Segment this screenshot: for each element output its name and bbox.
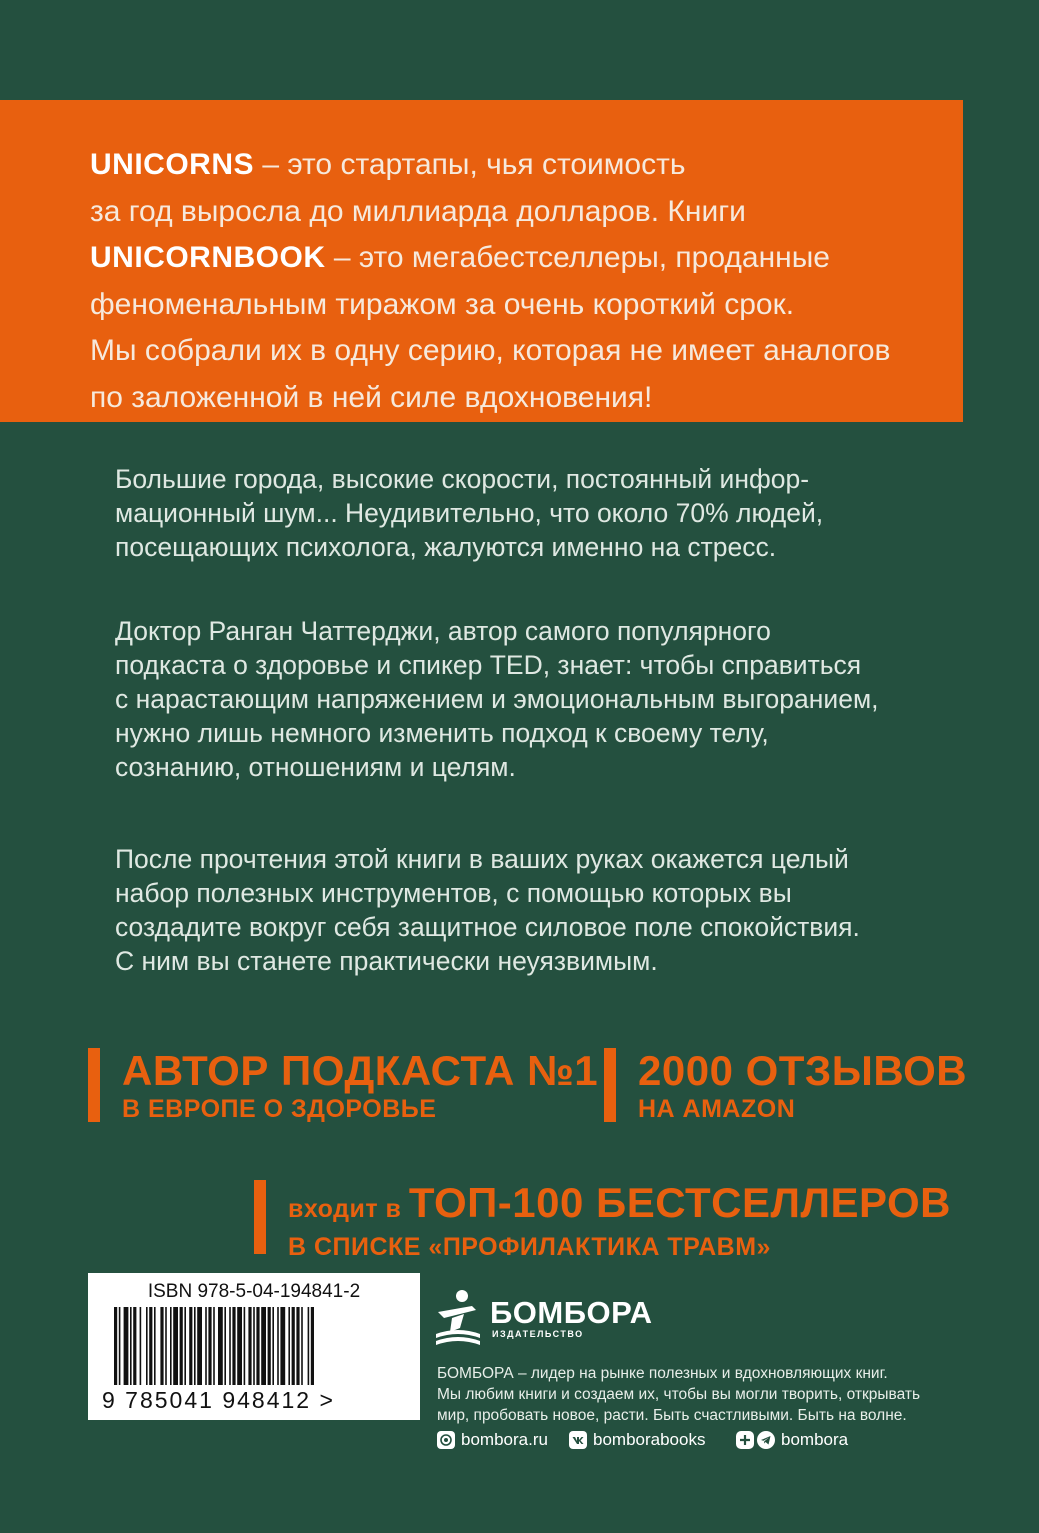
podcast-badge bbox=[88, 1048, 598, 1124]
plus-icon bbox=[736, 1431, 754, 1449]
telegram-link[interactable]: bombora bbox=[736, 1430, 848, 1450]
badge-bar bbox=[254, 1180, 266, 1254]
reviews-badge bbox=[604, 1048, 967, 1124]
publisher-logo bbox=[432, 1288, 652, 1348]
badge-bar bbox=[88, 1048, 100, 1122]
badge-prefix: входит в bbox=[288, 1195, 409, 1223]
paragraph-stress: Большие города, высокие скорости, постоянный инфор- мационный шум... Неудивительно, что около 70% людей, посещающих психолога, жалуются именно на стресс. bbox=[115, 464, 824, 562]
intro-line-2: за год выросла до миллиарда долларов. Книги bbox=[90, 194, 746, 228]
intro-line-3: – это мегабестселлеры, проданные bbox=[325, 241, 830, 274]
intro-line-4: феноменальным тиражом за очень короткий срок. bbox=[90, 287, 795, 321]
vk-icon bbox=[569, 1431, 587, 1449]
badge-title: АВТОР ПОДКАСТА №1 bbox=[122, 1047, 599, 1094]
paragraph-author: Доктор Ранган Чаттерджи, автор самого популярного подкаста о здоровье и спикер TED, знает: чтобы справиться с нарастающим напряжением и эмоциональным выгоранием, нужно лишь немного изменить подход к своему телу, сознанию, отношениям и целям. bbox=[115, 616, 879, 782]
badge-subtitle: В СПИСКЕ «ПРОФИЛАКТИКА ТРАВМ» bbox=[288, 1233, 771, 1261]
series-description bbox=[90, 142, 950, 421]
telegram-icon bbox=[757, 1431, 775, 1449]
isbn-label: ISBN 978-5-04-194841-2 bbox=[147, 1281, 361, 1302]
isbn-digits: 9 785041 948412 > bbox=[102, 1387, 335, 1413]
intro-line-5: Мы собрали их в одну серию, которая не имеет аналогов bbox=[90, 334, 891, 367]
badge-title: 2000 ОТЗЫВОВ bbox=[638, 1047, 968, 1094]
intro-line-6: по заложенной в ней силе вдохновения! bbox=[90, 380, 653, 414]
badge-bar bbox=[604, 1048, 616, 1122]
bestseller-badge bbox=[254, 1180, 951, 1262]
badge-subtitle: В ЕВРОПЕ О ЗДОРОВЬЕ bbox=[122, 1095, 437, 1123]
badge-subtitle: НА AMAZON bbox=[638, 1095, 796, 1123]
barcode-icon bbox=[100, 1307, 400, 1385]
publisher-name: БОМБОРА bbox=[490, 1295, 653, 1330]
bombora-logo-icon bbox=[432, 1288, 484, 1348]
intro-line-1: – это стартапы, чья стоимость bbox=[254, 148, 686, 181]
paragraph-benefits: После прочтения этой книги в ваших руках окажется целый набор полезных инструментов, с помощью которых вы создадите вокруг себя защитное силовое поле спокойствия. С ним вы станете практически неуязвимым. bbox=[115, 844, 860, 976]
badge-title: ТОП-100 БЕСТСЕЛЛЕРОВ bbox=[408, 1179, 951, 1226]
isbn-barcode-panel bbox=[88, 1273, 420, 1420]
publisher-description: БОМБОРА – лидер на рынке полезных и вдохновляющих книг. Мы любим книги и создаем их, чтобы вы могли творить, открывать мир, пробовать новое, расти. Быть счастливыми. Быть на волне. bbox=[437, 1365, 921, 1424]
unicornbook-term: UNICORNBOOK bbox=[90, 241, 326, 274]
globe-icon bbox=[437, 1431, 455, 1449]
unicorns-term: UNICORNS bbox=[90, 148, 255, 181]
vk-link[interactable]: bomborabooks bbox=[569, 1430, 705, 1450]
publisher-subtitle: ИЗДАТЕЛЬСТВО bbox=[492, 1329, 584, 1339]
website-link[interactable]: bombora.ru bbox=[437, 1430, 548, 1450]
